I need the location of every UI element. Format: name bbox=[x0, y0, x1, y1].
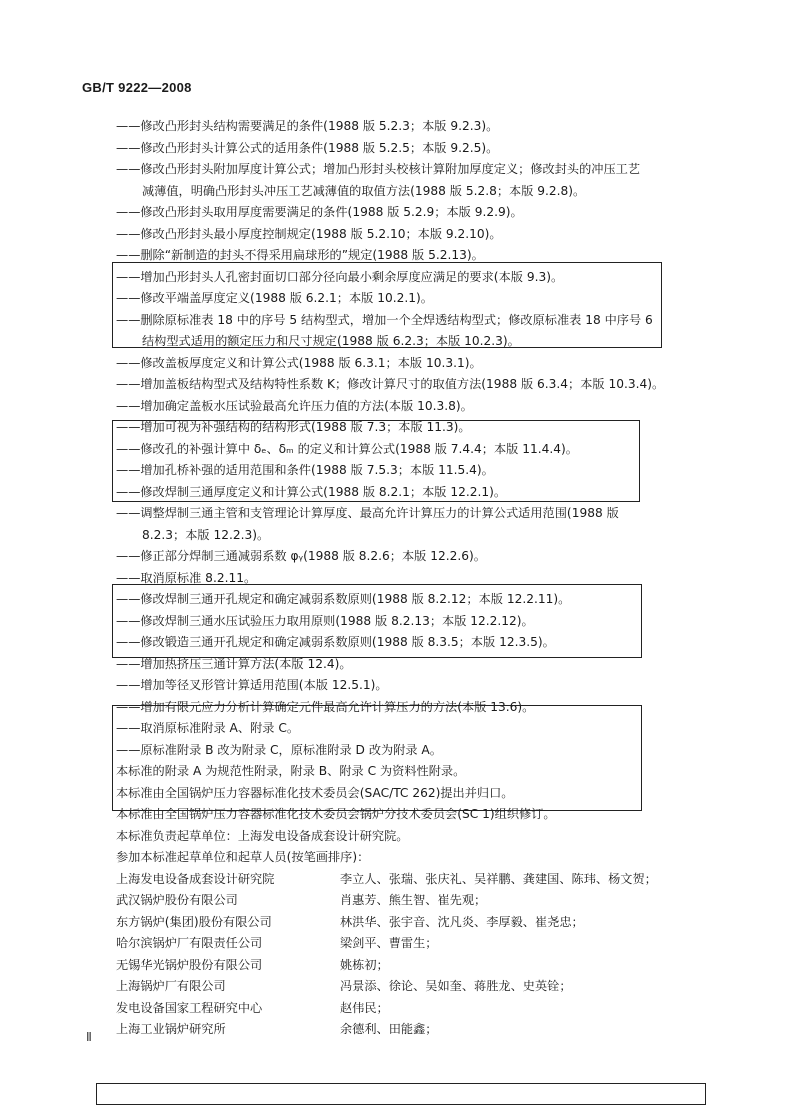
statement-line: 本标准负责起草单位：上海发电设备成套设计研究院。 bbox=[116, 828, 409, 843]
statement-list bbox=[0, 761, 800, 869]
drafter-organization: 上海锅炉厂有限公司 bbox=[116, 979, 226, 993]
change-item: 8.2.3；本版 12.2.3)。 bbox=[142, 527, 270, 542]
change-item: ——增加热挤压三通计算方法(本版 12.4)。 bbox=[116, 656, 352, 671]
change-item: ——修改凸形封头取用厚度需要满足的条件(1988 版 5.2.9；本版 9.2.9)。 bbox=[116, 205, 523, 219]
statement-line: 本标准的附录 A 为规范性附录，附录 B、附录 C 为资料性附录。 bbox=[116, 764, 466, 778]
change-item: ——调整焊制三通主管和支管理论计算厚度、最高允许计算压力的计算公式适用范围(1988 版 bbox=[116, 506, 619, 520]
change-item: ——增加盖板结构型式及结构特性系数 K；修改计算尺寸的取值方法(1988 版 6.3.4；本版 10.3.4)。 bbox=[116, 377, 665, 391]
drafter-list bbox=[0, 869, 800, 1041]
change-item: ——取消原标准 8.2.11。 bbox=[116, 570, 257, 585]
drafter-row bbox=[0, 976, 800, 998]
drafter-organization: 哈尔滨锅炉厂有限责任公司 bbox=[116, 936, 263, 950]
change-item: ——增加等径叉形管计算适用范围(本版 12.5.1)。 bbox=[116, 678, 388, 692]
change-item: ——修改凸形封头计算公式的适用条件(1988 版 5.2.5；本版 9.2.5)。 bbox=[116, 140, 499, 155]
change-item: ——修正部分焊制三通减弱系数 φᵧ(1988 版 8.2.6；本版 12.2.6)。 bbox=[116, 549, 486, 563]
change-item: ——增加孔桥补强的适用范围和条件(1988 版 7.5.3；本版 11.5.4)。 bbox=[116, 463, 494, 477]
change-item: ——修改凸形封头附加厚度计算公式；增加凸形封头校核计算附加厚度定义；修改封头的冲压工艺 bbox=[116, 162, 641, 176]
drafter-people: 冯景添、徐论、吴如奎、蒋胜龙、史英铨； bbox=[340, 979, 572, 993]
drafter-organization: 无锡华光锅炉股份有限公司 bbox=[116, 957, 263, 972]
foreword-body bbox=[0, 116, 800, 1041]
drafter-people: 余德利、田能鑫； bbox=[340, 1022, 438, 1036]
drafter-people: 林洪华、张宇音、沈凡炎、李厚毅、崔尧忠； bbox=[340, 914, 584, 929]
change-item: ——修改焊制三通开孔规定和确定减弱系数原则(1988 版 8.2.12；本版 12.2.11)。 bbox=[116, 592, 571, 606]
drafter-organization: 东方锅炉(集团)股份有限公司 bbox=[116, 914, 272, 929]
standard-code-header: GB/T 9222—2008 bbox=[82, 80, 192, 95]
statement-line: 本标准由全国锅炉压力容器标准化技术委员会锅炉分技术委员会(SC 1)组织修订。 bbox=[116, 807, 556, 821]
page-bottom-frame bbox=[96, 1083, 706, 1105]
change-item: ——增加可视为补强结构的结构形式(1988 版 7.3；本版 11.3)。 bbox=[116, 420, 471, 434]
drafter-people: 姚栋初； bbox=[340, 957, 389, 972]
change-item: ——增加凸形封头人孔密封面切口部分径向最小剩余厚度应满足的要求(本版 9.3)。 bbox=[116, 269, 564, 284]
change-item: ——修改锻造三通开孔规定和确定减弱系数原则(1988 版 8.3.5；本版 12.3.5)。 bbox=[116, 635, 555, 649]
drafter-row bbox=[0, 1019, 800, 1041]
change-item: ——修改孔的补强计算中 δₑ、δₘ 的定义和计算公式(1988 版 7.4.4；本版 11.4.4)。 bbox=[116, 441, 578, 456]
drafter-organization: 上海工业锅炉研究所 bbox=[116, 1022, 226, 1036]
change-item: ——修改焊制三通厚度定义和计算公式(1988 版 8.2.1；本版 12.2.1)。 bbox=[116, 484, 507, 499]
change-item: ——修改凸形封头结构需要满足的条件(1988 版 5.2.3；本版 9.2.3)。 bbox=[116, 119, 499, 133]
drafter-row bbox=[0, 955, 800, 977]
change-item: ——修改平端盖厚度定义(1988 版 6.2.1；本版 10.2.1)。 bbox=[116, 291, 433, 305]
drafter-row bbox=[0, 912, 800, 934]
drafter-row bbox=[0, 869, 800, 891]
page-number: Ⅱ bbox=[86, 1030, 92, 1044]
drafter-row bbox=[0, 998, 800, 1020]
change-list bbox=[0, 116, 800, 761]
drafter-people: 赵伟民； bbox=[340, 1000, 389, 1015]
drafter-people: 梁剑平、曹雷生； bbox=[340, 936, 438, 950]
drafter-organization: 上海发电设备成套设计研究院 bbox=[116, 871, 275, 886]
statement-line: 本标准由全国锅炉压力容器标准化技术委员会(SAC/TC 262)提出并归口。 bbox=[116, 785, 514, 800]
drafter-row bbox=[0, 890, 800, 912]
drafter-people: 李立人、张瑞、张庆礼、吴祥鹏、龚建国、陈玮、杨文贺； bbox=[340, 871, 657, 886]
change-item: ——增加确定盖板水压试验最高允许压力值的方法(本版 10.3.8)。 bbox=[116, 398, 473, 413]
statement-line: 参加本标准起草单位和起草人员(按笔画排序)： bbox=[116, 850, 370, 864]
change-item: 减薄值，明确凸形封头冲压工艺减薄值的取值方法(1988 版 5.2.8；本版 9.2.8)。 bbox=[142, 183, 586, 198]
drafter-row bbox=[0, 933, 800, 955]
change-item: ——修改盖板厚度定义和计算公式(1988 版 6.3.1；本版 10.3.1)。 bbox=[116, 355, 482, 370]
change-item: ——修改焊制三通水压试验压力取用原则(1988 版 8.2.13；本版 12.2.12)。 bbox=[116, 613, 534, 628]
drafter-people: 肖惠芳、熊生智、崔先观； bbox=[340, 893, 487, 907]
change-item: ——增加有限元应力分析计算确定元件最高允许计算压力的方法(本版 13.6)。 bbox=[116, 699, 535, 714]
change-item: ——修改凸形封头最小厚度控制规定(1988 版 5.2.10；本版 9.2.10)。 bbox=[116, 226, 502, 241]
change-item: ——取消原标准附录 A、附录 C。 bbox=[116, 721, 300, 735]
change-item: ——删除原标准表 18 中的序号 5 结构型式，增加一个全焊透结构型式；修改原标准表 18 中序号 6 bbox=[116, 312, 653, 327]
drafter-organization: 发电设备国家工程研究中心 bbox=[116, 1000, 263, 1015]
change-item: ——原标准附录 B 改为附录 C，原标准附录 D 改为附录 A。 bbox=[116, 742, 442, 757]
change-item: ——删除“新制造的封头不得采用扁球形的”规定(1988 版 5.2.13)。 bbox=[116, 248, 484, 262]
change-item: 结构型式适用的额定压力和尺寸规定(1988 版 6.2.3；本版 10.2.3)。 bbox=[142, 334, 520, 348]
drafter-organization: 武汉锅炉股份有限公司 bbox=[116, 893, 238, 907]
